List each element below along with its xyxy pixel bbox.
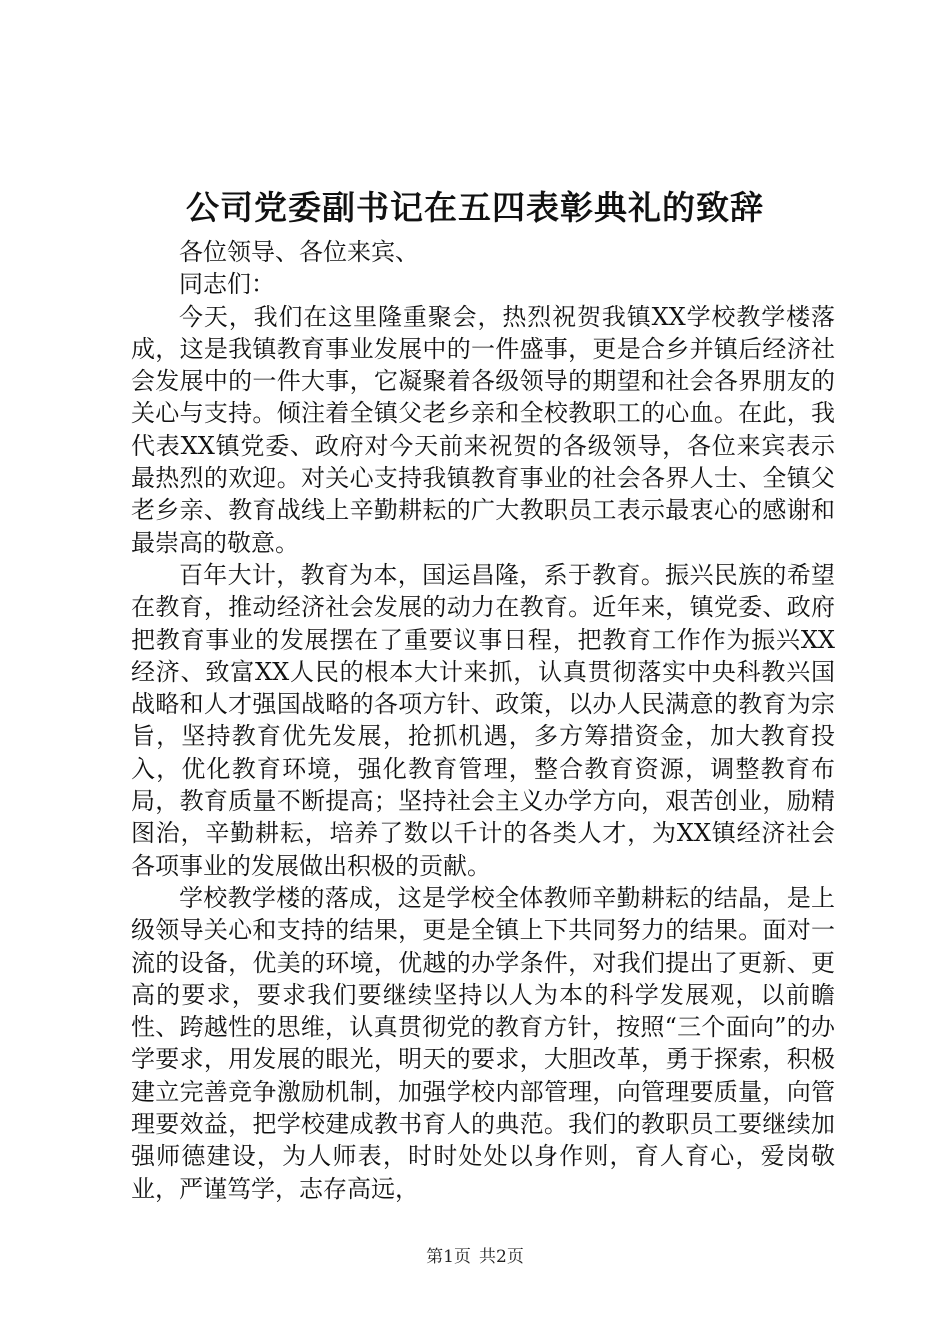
body-paragraph: 百年大计，教育为本，国运昌隆，系于教育。振兴民族的希望在教育，推动经济社会发展的动力在教育。近年来，镇党委、政府把教育事业的发展摆在了重要议事日程，把教育工作作为振兴XX经济、致富XX人民的根本大计来抓，认真贯彻落实中央科教兴国战略和人才强国战略的各项方针、政策，以办人民满意的教育为宗旨，坚持教育优先发展，抢抓机遇，多方筹措资金，加大教育投入，优化教育环境，强化教育管理，整合教育资源，调整教育布局，教育质量不断提高；坚持社会主义办学方向，艰苦创业，励精图治，辛勤耕耘，培养了数以千计的各类人才，为XX镇经济社会各项事业的发展做出积极的贡献。: [131, 560, 835, 880]
document-title: 公司党委副书记在五四表彰典礼的致辞: [186, 188, 764, 227]
page-number-total: 共2页: [479, 1247, 524, 1267]
body-paragraph: 今天，我们在这里隆重聚会，热烈祝贺我镇XX学校教学楼落成，这是我镇教育事业发展中的一件盛事，更是合乡并镇后经济社会发展中的一件大事，它凝聚着各级领导的期望和社会各界朋友的关心与支持。倾注着全镇父老乡亲和全校教职工的心血。在此，我代表XX镇党委、政府对今天前来祝贺的各级领导，各位来宾表示最热烈的欢迎。对关心支持我镇教育事业的社会各界人士、全镇父老乡亲、教育战线上辛勤耕耘的广大教职员工表示最衷心的感谢和最崇高的敬意。: [131, 302, 835, 557]
body-paragraph: 学校教学楼的落成，这是学校全体教师辛勤耕耘的结晶，是上级领导关心和支持的结果，更是全镇上下共同努力的结果。面对一流的设备，优美的环境，优越的办学条件，对我们提出了更新、更高的要求，要求我们要继续坚持以人为本的科学发展观，以前瞻性、跨越性的思维，认真贯彻党的教育方针，按照“三个面向”的办学要求，用发展的眼光，明天的要求，大胆改革，勇于探索，积极建立完善竞争激励机制，加强学校内部管理，向管理要质量，向管理要效益，把学校建成教书育人的典范。我们的教职员工要继续加强师德建设，为人师表，时时处处以身作则，育人育心，爱岗敬业，严谨笃学，志存高远，: [131, 883, 835, 1203]
document-body: [131, 236, 835, 1205]
page-footer: [0, 1245, 950, 1269]
salutation-line: 各位领导、各位来宾、: [179, 238, 419, 266]
salutation-line: 同志们：: [179, 270, 275, 299]
page-number-current: 第1页: [426, 1247, 471, 1267]
